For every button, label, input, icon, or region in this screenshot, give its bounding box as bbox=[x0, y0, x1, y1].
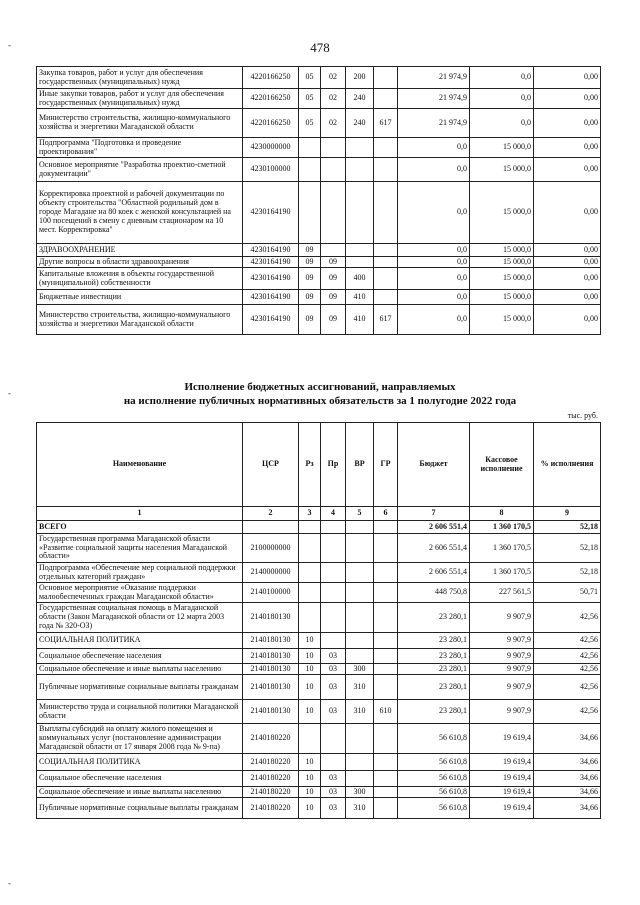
row-rz bbox=[299, 521, 321, 534]
row-budget: 2 606 551,4 bbox=[398, 534, 470, 563]
row-rz bbox=[299, 138, 321, 158]
row-budget: 0,0 bbox=[398, 158, 470, 182]
row-rz: 10 bbox=[299, 754, 321, 771]
table-row bbox=[37, 787, 601, 798]
row-kassa: 9 907,9 bbox=[470, 603, 534, 633]
row-kassa: 0,0 bbox=[470, 109, 534, 138]
table-row bbox=[37, 563, 601, 583]
row-rz bbox=[299, 603, 321, 633]
row-rz: 10 bbox=[299, 787, 321, 798]
row-budget: 0,0 bbox=[398, 244, 470, 257]
row-kassa: 15 000,0 bbox=[470, 290, 534, 305]
row-gr bbox=[374, 268, 398, 290]
row-budget: 23 280,1 bbox=[398, 649, 470, 664]
header-number: 7 bbox=[398, 507, 470, 521]
row-csr: 4230000000 bbox=[243, 138, 299, 158]
row-name: Подпрограмма "Подготовка и проведение проектирования" bbox=[37, 138, 243, 158]
row-vr: 240 bbox=[346, 109, 374, 138]
row-budget: 0,0 bbox=[398, 290, 470, 305]
row-pr: 02 bbox=[321, 67, 346, 89]
row-name: СОЦИАЛЬНАЯ ПОЛИТИКА bbox=[37, 754, 243, 771]
row-budget: 23 280,1 bbox=[398, 700, 470, 724]
row-pct: 0,00 bbox=[534, 257, 601, 268]
row-pct: 52,18 bbox=[534, 521, 601, 534]
row-pr: 09 bbox=[321, 268, 346, 290]
row-rz bbox=[299, 583, 321, 603]
table-row bbox=[37, 158, 601, 182]
row-name: Социальное обеспечение населения bbox=[37, 771, 243, 787]
row-vr: 200 bbox=[346, 67, 374, 89]
row-pr bbox=[321, 182, 346, 244]
row-kassa: 9 907,9 bbox=[470, 700, 534, 724]
table-row bbox=[37, 67, 601, 89]
row-kassa: 9 907,9 bbox=[470, 649, 534, 664]
row-kassa: 19 619,4 bbox=[470, 754, 534, 771]
row-vr bbox=[346, 138, 374, 158]
row-csr: 4220166250 bbox=[243, 109, 299, 138]
row-kassa: 1 360 170,5 bbox=[470, 563, 534, 583]
table-row bbox=[37, 798, 601, 819]
row-budget: 56 610,8 bbox=[398, 724, 470, 754]
row-pct: 0,00 bbox=[534, 89, 601, 109]
row-csr: 4230100000 bbox=[243, 158, 299, 182]
row-budget: 0,0 bbox=[398, 138, 470, 158]
table-row bbox=[37, 521, 601, 534]
row-budget: 56 610,8 bbox=[398, 787, 470, 798]
header-pr: Пр bbox=[321, 423, 346, 507]
row-gr bbox=[374, 257, 398, 268]
row-pr: 03 bbox=[321, 700, 346, 724]
row-vr bbox=[346, 521, 374, 534]
row-pct: 0,00 bbox=[534, 244, 601, 257]
row-csr: 4230164190 bbox=[243, 268, 299, 290]
header-name: Наименование bbox=[37, 423, 243, 507]
unit-label: тыс. руб. bbox=[567, 411, 598, 420]
row-kassa: 9 907,9 bbox=[470, 633, 534, 649]
row-vr: 300 bbox=[346, 787, 374, 798]
row-kassa: 15 000,0 bbox=[470, 158, 534, 182]
row-csr bbox=[243, 521, 299, 534]
row-rz bbox=[299, 158, 321, 182]
row-budget: 56 610,8 bbox=[398, 754, 470, 771]
row-pr bbox=[321, 563, 346, 583]
row-pr: 02 bbox=[321, 89, 346, 109]
page-number: 478 bbox=[310, 40, 330, 55]
row-budget: 23 280,1 bbox=[398, 603, 470, 633]
row-vr bbox=[346, 754, 374, 771]
row-budget: 2 606 551,4 bbox=[398, 521, 470, 534]
row-name: СОЦИАЛЬНАЯ ПОЛИТИКА bbox=[37, 633, 243, 649]
row-budget: 56 610,8 bbox=[398, 771, 470, 787]
row-csr: 4230164190 bbox=[243, 305, 299, 335]
row-budget: 0,0 bbox=[398, 268, 470, 290]
header-number: 3 bbox=[299, 507, 321, 521]
row-csr: 4230164190 bbox=[243, 257, 299, 268]
header-budget: Бюджет bbox=[398, 423, 470, 507]
row-pct: 0,00 bbox=[534, 109, 601, 138]
row-name: Бюджетные инвестиции bbox=[37, 290, 243, 305]
table-row bbox=[37, 290, 601, 305]
header-pct: % исполнения bbox=[534, 423, 601, 507]
row-vr bbox=[346, 158, 374, 182]
table-row bbox=[37, 109, 601, 138]
row-pr bbox=[321, 633, 346, 649]
row-pct: 0,00 bbox=[534, 268, 601, 290]
header-rz: Рз bbox=[299, 423, 321, 507]
row-vr: 410 bbox=[346, 290, 374, 305]
row-name: ВСЕГО bbox=[37, 521, 243, 534]
row-vr: 400 bbox=[346, 268, 374, 290]
row-budget: 21 974,9 bbox=[398, 67, 470, 89]
row-gr bbox=[374, 633, 398, 649]
row-budget: 23 280,1 bbox=[398, 633, 470, 649]
row-csr: 2140100000 bbox=[243, 583, 299, 603]
row-csr: 2140180130 bbox=[243, 700, 299, 724]
row-name: Министерство строительства, жилищно-коммунального хозяйства и энергетики Магаданской области bbox=[37, 305, 243, 335]
row-name: Основное мероприятие "Разработка проектно-сметной документации" bbox=[37, 158, 243, 182]
row-pct: 42,56 bbox=[534, 700, 601, 724]
row-gr bbox=[374, 521, 398, 534]
main-budget-table bbox=[36, 422, 601, 819]
row-rz: 10 bbox=[299, 700, 321, 724]
row-csr: 2140180220 bbox=[243, 724, 299, 754]
row-kassa: 15 000,0 bbox=[470, 268, 534, 290]
row-kassa: 1 360 170,5 bbox=[470, 534, 534, 563]
row-budget: 0,0 bbox=[398, 257, 470, 268]
row-kassa: 0,0 bbox=[470, 67, 534, 89]
row-pr: 03 bbox=[321, 787, 346, 798]
row-gr: 617 bbox=[374, 305, 398, 335]
header-number: 8 bbox=[470, 507, 534, 521]
row-budget: 23 280,1 bbox=[398, 664, 470, 675]
table-row bbox=[37, 182, 601, 244]
row-kassa: 227 561,5 bbox=[470, 583, 534, 603]
row-csr: 4220166250 bbox=[243, 67, 299, 89]
row-vr bbox=[346, 649, 374, 664]
row-kassa: 0,0 bbox=[470, 89, 534, 109]
row-pr bbox=[321, 158, 346, 182]
row-pct: 0,00 bbox=[534, 182, 601, 244]
row-csr: 2140180220 bbox=[243, 787, 299, 798]
row-gr bbox=[374, 675, 398, 700]
row-pct: 34,66 bbox=[534, 771, 601, 787]
row-vr bbox=[346, 563, 374, 583]
row-vr: 310 bbox=[346, 675, 374, 700]
header-number: 4 bbox=[321, 507, 346, 521]
row-name: Государственная программа Магаданской области «Развитие социальной защиты населения Магаданской области» bbox=[37, 534, 243, 563]
row-rz: 10 bbox=[299, 771, 321, 787]
row-rz: 09 bbox=[299, 305, 321, 335]
row-kassa: 15 000,0 bbox=[470, 138, 534, 158]
row-kassa: 15 000,0 bbox=[470, 257, 534, 268]
row-pr: 09 bbox=[321, 290, 346, 305]
row-name: Министерство труда и социальной политики Магаданской области bbox=[37, 700, 243, 724]
row-budget: 448 750,8 bbox=[398, 583, 470, 603]
section-title-line-1: Исполнение бюджетных ассигнований, направляемых bbox=[184, 381, 456, 393]
row-rz bbox=[299, 724, 321, 754]
row-rz: 05 bbox=[299, 109, 321, 138]
row-vr bbox=[346, 583, 374, 603]
table-row bbox=[37, 138, 601, 158]
table-row bbox=[37, 754, 601, 771]
row-pr: 09 bbox=[321, 305, 346, 335]
table-row bbox=[37, 583, 601, 603]
row-pr: 03 bbox=[321, 798, 346, 819]
row-rz: 09 bbox=[299, 268, 321, 290]
row-vr bbox=[346, 603, 374, 633]
row-rz: 10 bbox=[299, 675, 321, 700]
row-gr bbox=[374, 158, 398, 182]
table-row bbox=[37, 534, 601, 563]
row-csr: 4220166250 bbox=[243, 89, 299, 109]
row-gr: 617 bbox=[374, 109, 398, 138]
row-kassa: 15 000,0 bbox=[470, 244, 534, 257]
header-number: 5 bbox=[346, 507, 374, 521]
table-row bbox=[37, 244, 601, 257]
row-name: Министерство строительства, жилищно-коммунального хозяйства и энергетики Магаданской области bbox=[37, 109, 243, 138]
row-rz: 10 bbox=[299, 649, 321, 664]
table-row bbox=[37, 771, 601, 787]
row-name: Публичные нормативные социальные выплаты гражданам bbox=[37, 798, 243, 819]
table-row bbox=[37, 603, 601, 633]
row-name: Другие вопросы в области здравоохранения bbox=[37, 257, 243, 268]
row-vr bbox=[346, 724, 374, 754]
row-rz: 05 bbox=[299, 67, 321, 89]
row-gr bbox=[374, 649, 398, 664]
row-csr: 2100000000 bbox=[243, 534, 299, 563]
row-name: Закупка товаров, работ и услуг для обеспечения государственных (муниципальных) нужд bbox=[37, 67, 243, 89]
row-rz bbox=[299, 534, 321, 563]
row-pct: 34,66 bbox=[534, 787, 601, 798]
section-title-line-2: на исполнение публичных нормативных обязательств за 1 полугодие 2022 года bbox=[123, 395, 517, 407]
header-csr: ЦСР bbox=[243, 423, 299, 507]
row-pct: 34,66 bbox=[534, 754, 601, 771]
row-budget: 21 974,9 bbox=[398, 109, 470, 138]
header-vr: ВР bbox=[346, 423, 374, 507]
table-row bbox=[37, 305, 601, 335]
row-gr bbox=[374, 603, 398, 633]
table-row bbox=[37, 268, 601, 290]
row-pr: 03 bbox=[321, 771, 346, 787]
row-budget: 2 606 551,4 bbox=[398, 563, 470, 583]
row-pr: 03 bbox=[321, 664, 346, 675]
row-name: Иные закупки товаров, работ и услуг для обеспечения государственных (муниципальных) нужд bbox=[37, 89, 243, 109]
row-gr: 610 bbox=[374, 700, 398, 724]
row-pr: 02 bbox=[321, 109, 346, 138]
table-row bbox=[37, 89, 601, 109]
margin-mark: - bbox=[8, 40, 11, 50]
row-budget: 21 974,9 bbox=[398, 89, 470, 109]
row-name: Социальное обеспечение и иные выплаты населению bbox=[37, 787, 243, 798]
row-name: Корректировка проектной и рабочей документации по объекту строительства "Областной родильный дом в городе Магадане на 80 коек с женской консультацией на 100 посещений в смену с дневным стационаром на 10 мест. Корректировка" bbox=[37, 182, 243, 244]
row-budget: 0,0 bbox=[398, 305, 470, 335]
row-kassa: 19 619,4 bbox=[470, 787, 534, 798]
row-gr bbox=[374, 583, 398, 603]
row-name: Государственная социальная помощь в Магаданской области (Закон Магаданской области от 12 марта 2003 года № 320-ОЗ) bbox=[37, 603, 243, 633]
header-number: 2 bbox=[243, 507, 299, 521]
margin-mark: - bbox=[8, 388, 11, 398]
row-pct: 0,00 bbox=[534, 290, 601, 305]
row-kassa: 19 619,4 bbox=[470, 771, 534, 787]
row-pr bbox=[321, 583, 346, 603]
row-vr bbox=[346, 244, 374, 257]
row-csr: 2140180220 bbox=[243, 771, 299, 787]
row-csr: 4230164190 bbox=[243, 290, 299, 305]
row-pr bbox=[321, 724, 346, 754]
row-rz bbox=[299, 563, 321, 583]
row-rz: 05 bbox=[299, 89, 321, 109]
row-csr: 2140180220 bbox=[243, 798, 299, 819]
row-gr bbox=[374, 138, 398, 158]
row-pr bbox=[321, 754, 346, 771]
table-row bbox=[37, 257, 601, 268]
row-pct: 34,66 bbox=[534, 798, 601, 819]
header-number: 1 bbox=[37, 507, 243, 521]
top-budget-table bbox=[36, 66, 601, 335]
row-csr: 2140180130 bbox=[243, 664, 299, 675]
row-pct: 34,66 bbox=[534, 724, 601, 754]
row-kassa: 9 907,9 bbox=[470, 664, 534, 675]
row-pr bbox=[321, 603, 346, 633]
header-number: 9 bbox=[534, 507, 601, 521]
row-gr bbox=[374, 534, 398, 563]
row-name: Социальное обеспечение и иные выплаты населению bbox=[37, 664, 243, 675]
row-rz: 09 bbox=[299, 257, 321, 268]
row-pr: 09 bbox=[321, 257, 346, 268]
row-csr: 4230164190 bbox=[243, 244, 299, 257]
row-csr: 2140180130 bbox=[243, 633, 299, 649]
row-gr bbox=[374, 67, 398, 89]
row-kassa: 9 907,9 bbox=[470, 675, 534, 700]
row-gr bbox=[374, 244, 398, 257]
row-pct: 0,00 bbox=[534, 67, 601, 89]
row-name: Основное мероприятие «Оказание поддержки малообеспеченных граждан Магаданской области» bbox=[37, 583, 243, 603]
row-pct: 42,56 bbox=[534, 675, 601, 700]
table-row bbox=[37, 675, 601, 700]
row-gr bbox=[374, 787, 398, 798]
row-pct: 50,71 bbox=[534, 583, 601, 603]
row-pr: 03 bbox=[321, 649, 346, 664]
row-pct: 0,00 bbox=[534, 138, 601, 158]
row-pr bbox=[321, 138, 346, 158]
row-budget: 56 610,8 bbox=[398, 798, 470, 819]
row-name: Капитальные вложения в объекты государственной (муниципальной) собственности bbox=[37, 268, 243, 290]
row-vr: 410 bbox=[346, 305, 374, 335]
header-kassa: Кассовое исполнение bbox=[470, 423, 534, 507]
row-csr: 2140180130 bbox=[243, 675, 299, 700]
table-row bbox=[37, 649, 601, 664]
row-kassa: 19 619,4 bbox=[470, 798, 534, 819]
row-kassa: 15 000,0 bbox=[470, 182, 534, 244]
row-vr bbox=[346, 534, 374, 563]
row-name: ЗДРАВООХРАНЕНИЕ bbox=[37, 244, 243, 257]
table-row bbox=[37, 664, 601, 675]
row-gr bbox=[374, 724, 398, 754]
row-vr: 310 bbox=[346, 798, 374, 819]
margin-mark: - bbox=[8, 878, 11, 888]
row-budget: 23 280,1 bbox=[398, 675, 470, 700]
row-pr bbox=[321, 521, 346, 534]
row-gr bbox=[374, 290, 398, 305]
row-csr: 4230164190 bbox=[243, 182, 299, 244]
row-name: Подпрограмма «Обеспечение мер социальной поддержки отдельных категорий граждан» bbox=[37, 563, 243, 583]
row-rz bbox=[299, 182, 321, 244]
table-row bbox=[37, 633, 601, 649]
table-row bbox=[37, 724, 601, 754]
row-pr bbox=[321, 244, 346, 257]
row-vr bbox=[346, 771, 374, 787]
row-gr bbox=[374, 563, 398, 583]
row-vr bbox=[346, 633, 374, 649]
row-name: Выплаты субсидий на оплату жилого помещения и коммунальных услуг (постановление администрации Магаданской области от 17 января 2008 года № 9-па) bbox=[37, 724, 243, 754]
row-pct: 42,56 bbox=[534, 664, 601, 675]
row-vr: 240 bbox=[346, 89, 374, 109]
row-pct: 52,18 bbox=[534, 534, 601, 563]
row-rz: 09 bbox=[299, 244, 321, 257]
row-kassa: 19 619,4 bbox=[470, 724, 534, 754]
row-pr bbox=[321, 534, 346, 563]
row-pct: 0,00 bbox=[534, 158, 601, 182]
row-csr: 2140180220 bbox=[243, 754, 299, 771]
row-csr: 2140180130 bbox=[243, 603, 299, 633]
row-gr bbox=[374, 182, 398, 244]
row-pct: 0,00 bbox=[534, 305, 601, 335]
row-kassa: 1 360 170,5 bbox=[470, 521, 534, 534]
row-gr bbox=[374, 89, 398, 109]
row-rz: 10 bbox=[299, 798, 321, 819]
header-number-row bbox=[37, 507, 601, 521]
row-csr: 2140000000 bbox=[243, 563, 299, 583]
row-rz: 10 bbox=[299, 664, 321, 675]
header-gr: ГР bbox=[374, 423, 398, 507]
table-row bbox=[37, 700, 601, 724]
row-pct: 52,18 bbox=[534, 563, 601, 583]
row-name: Социальное обеспечение населения bbox=[37, 649, 243, 664]
row-gr bbox=[374, 754, 398, 771]
row-gr bbox=[374, 664, 398, 675]
row-csr: 2140180130 bbox=[243, 649, 299, 664]
row-gr bbox=[374, 798, 398, 819]
row-pr: 03 bbox=[321, 675, 346, 700]
row-vr bbox=[346, 257, 374, 268]
row-vr: 300 bbox=[346, 664, 374, 675]
row-name: Публичные нормативные социальные выплаты гражданам bbox=[37, 675, 243, 700]
header-number: 6 bbox=[374, 507, 398, 521]
row-gr bbox=[374, 771, 398, 787]
row-pct: 42,56 bbox=[534, 633, 601, 649]
row-vr: 310 bbox=[346, 700, 374, 724]
row-vr bbox=[346, 182, 374, 244]
row-rz: 10 bbox=[299, 633, 321, 649]
row-pct: 42,56 bbox=[534, 603, 601, 633]
header-row bbox=[37, 423, 601, 507]
row-pct: 42,56 bbox=[534, 649, 601, 664]
row-budget: 0,0 bbox=[398, 182, 470, 244]
row-rz: 09 bbox=[299, 290, 321, 305]
row-kassa: 15 000,0 bbox=[470, 305, 534, 335]
